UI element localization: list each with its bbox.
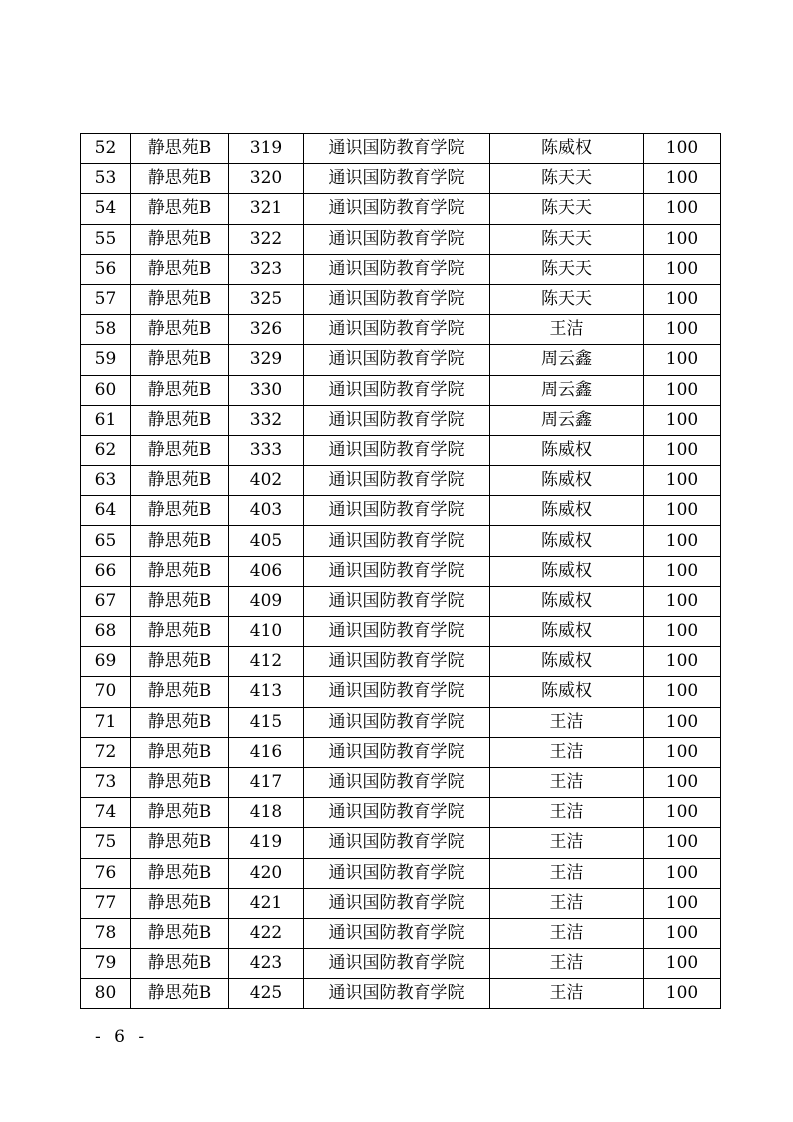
table-row [81, 526, 721, 556]
cell-row-number: 65 [81, 526, 131, 556]
cell-person-in-charge: 陈天天 [490, 164, 644, 194]
cell-person-in-charge: 王洁 [490, 888, 644, 918]
cell-person-in-charge: 王洁 [490, 949, 644, 979]
cell-room-number: 403 [229, 496, 304, 526]
cell-room-number: 330 [229, 375, 304, 405]
cell-room-number: 419 [229, 828, 304, 858]
cell-college: 通识国防教育学院 [304, 858, 490, 888]
table-row [81, 828, 721, 858]
cell-building: 静思苑B [131, 647, 229, 677]
cell-person-in-charge: 陈天天 [490, 194, 644, 224]
cell-row-number: 80 [81, 979, 131, 1009]
cell-person-in-charge: 陈天天 [490, 254, 644, 284]
cell-building: 静思苑B [131, 224, 229, 254]
cell-row-number: 61 [81, 405, 131, 435]
cell-college: 通识国防教育学院 [304, 617, 490, 647]
cell-room-number: 405 [229, 526, 304, 556]
cell-person-in-charge: 王洁 [490, 858, 644, 888]
cell-person-in-charge: 陈威权 [490, 647, 644, 677]
table-row [81, 375, 721, 405]
table-row [81, 556, 721, 586]
cell-person-in-charge: 王洁 [490, 828, 644, 858]
table-row [81, 888, 721, 918]
cell-building: 静思苑B [131, 707, 229, 737]
cell-college: 通识国防教育学院 [304, 284, 490, 314]
cell-person-in-charge: 陈威权 [490, 134, 644, 164]
cell-college: 通识国防教育学院 [304, 194, 490, 224]
cell-score: 100 [644, 224, 721, 254]
cell-score: 100 [644, 315, 721, 345]
cell-building: 静思苑B [131, 405, 229, 435]
cell-person-in-charge: 陈威权 [490, 435, 644, 465]
cell-building: 静思苑B [131, 677, 229, 707]
cell-person-in-charge: 陈威权 [490, 586, 644, 616]
cell-college: 通识国防教育学院 [304, 526, 490, 556]
cell-college: 通识国防教育学院 [304, 586, 490, 616]
table-row [81, 466, 721, 496]
cell-room-number: 420 [229, 858, 304, 888]
cell-room-number: 406 [229, 556, 304, 586]
cell-score: 100 [644, 617, 721, 647]
cell-building: 静思苑B [131, 345, 229, 375]
cell-building: 静思苑B [131, 466, 229, 496]
cell-room-number: 409 [229, 586, 304, 616]
cell-row-number: 55 [81, 224, 131, 254]
cell-row-number: 56 [81, 254, 131, 284]
cell-score: 100 [644, 798, 721, 828]
cell-college: 通识国防教育学院 [304, 345, 490, 375]
cell-college: 通识国防教育学院 [304, 224, 490, 254]
cell-person-in-charge: 陈威权 [490, 677, 644, 707]
cell-room-number: 329 [229, 345, 304, 375]
table-row [81, 194, 721, 224]
cell-person-in-charge: 陈天天 [490, 284, 644, 314]
cell-college: 通识国防教育学院 [304, 767, 490, 797]
cell-row-number: 78 [81, 918, 131, 948]
cell-score: 100 [644, 466, 721, 496]
table-row [81, 284, 721, 314]
cell-room-number: 323 [229, 254, 304, 284]
table-row [81, 254, 721, 284]
cell-score: 100 [644, 375, 721, 405]
cell-building: 静思苑B [131, 134, 229, 164]
cell-college: 通识国防教育学院 [304, 798, 490, 828]
cell-building: 静思苑B [131, 858, 229, 888]
cell-room-number: 413 [229, 677, 304, 707]
cell-score: 100 [644, 677, 721, 707]
cell-score: 100 [644, 949, 721, 979]
cell-person-in-charge: 王洁 [490, 737, 644, 767]
table-row [81, 737, 721, 767]
cell-room-number: 333 [229, 435, 304, 465]
cell-row-number: 59 [81, 345, 131, 375]
cell-building: 静思苑B [131, 315, 229, 345]
cell-person-in-charge: 王洁 [490, 767, 644, 797]
table-row [81, 767, 721, 797]
page-number: - 6 - [95, 1027, 149, 1047]
cell-college: 通识国防教育学院 [304, 254, 490, 284]
cell-score: 100 [644, 164, 721, 194]
cell-building: 静思苑B [131, 617, 229, 647]
cell-person-in-charge: 陈威权 [490, 617, 644, 647]
cell-score: 100 [644, 918, 721, 948]
cell-person-in-charge: 周云鑫 [490, 405, 644, 435]
table-body [81, 134, 721, 1009]
cell-row-number: 73 [81, 767, 131, 797]
cell-room-number: 326 [229, 315, 304, 345]
cell-person-in-charge: 王洁 [490, 979, 644, 1009]
cell-person-in-charge: 王洁 [490, 707, 644, 737]
cell-building: 静思苑B [131, 496, 229, 526]
table-row [81, 435, 721, 465]
cell-building: 静思苑B [131, 798, 229, 828]
cell-row-number: 72 [81, 737, 131, 767]
cell-college: 通识国防教育学院 [304, 405, 490, 435]
cell-building: 静思苑B [131, 828, 229, 858]
cell-person-in-charge: 王洁 [490, 798, 644, 828]
cell-row-number: 54 [81, 194, 131, 224]
cell-row-number: 60 [81, 375, 131, 405]
cell-score: 100 [644, 405, 721, 435]
cell-room-number: 425 [229, 979, 304, 1009]
cell-building: 静思苑B [131, 949, 229, 979]
cell-college: 通识国防教育学院 [304, 647, 490, 677]
cell-room-number: 321 [229, 194, 304, 224]
cell-room-number: 418 [229, 798, 304, 828]
cell-person-in-charge: 陈天天 [490, 224, 644, 254]
cell-row-number: 76 [81, 858, 131, 888]
table-row [81, 979, 721, 1009]
cell-college: 通识国防教育学院 [304, 828, 490, 858]
cell-person-in-charge: 王洁 [490, 315, 644, 345]
cell-score: 100 [644, 647, 721, 677]
cell-room-number: 319 [229, 134, 304, 164]
table-row [81, 918, 721, 948]
table-row [81, 949, 721, 979]
cell-score: 100 [644, 526, 721, 556]
table-row [81, 858, 721, 888]
cell-building: 静思苑B [131, 979, 229, 1009]
cell-building: 静思苑B [131, 375, 229, 405]
cell-college: 通识国防教育学院 [304, 496, 490, 526]
cell-score: 100 [644, 496, 721, 526]
cell-building: 静思苑B [131, 918, 229, 948]
table-row [81, 617, 721, 647]
cell-score: 100 [644, 194, 721, 224]
cell-score: 100 [644, 284, 721, 314]
cell-score: 100 [644, 556, 721, 586]
cell-score: 100 [644, 737, 721, 767]
cell-room-number: 417 [229, 767, 304, 797]
cell-college: 通识国防教育学院 [304, 677, 490, 707]
table-row [81, 315, 721, 345]
cell-building: 静思苑B [131, 586, 229, 616]
cell-college: 通识国防教育学院 [304, 918, 490, 948]
cell-college: 通识国防教育学院 [304, 979, 490, 1009]
table-row [81, 647, 721, 677]
table-row [81, 405, 721, 435]
cell-college: 通识国防教育学院 [304, 134, 490, 164]
cell-row-number: 58 [81, 315, 131, 345]
cell-score: 100 [644, 707, 721, 737]
cell-building: 静思苑B [131, 194, 229, 224]
cell-college: 通识国防教育学院 [304, 466, 490, 496]
cell-building: 静思苑B [131, 254, 229, 284]
cell-row-number: 53 [81, 164, 131, 194]
cell-college: 通识国防教育学院 [304, 888, 490, 918]
cell-college: 通识国防教育学院 [304, 315, 490, 345]
table-row [81, 707, 721, 737]
cell-score: 100 [644, 767, 721, 797]
cell-row-number: 52 [81, 134, 131, 164]
cell-college: 通识国防教育学院 [304, 375, 490, 405]
table-row [81, 164, 721, 194]
cell-score: 100 [644, 979, 721, 1009]
cell-score: 100 [644, 134, 721, 164]
cell-row-number: 67 [81, 586, 131, 616]
table-row [81, 224, 721, 254]
cell-college: 通识国防教育学院 [304, 707, 490, 737]
cell-score: 100 [644, 858, 721, 888]
cell-building: 静思苑B [131, 767, 229, 797]
cell-room-number: 412 [229, 647, 304, 677]
cell-row-number: 69 [81, 647, 131, 677]
cell-room-number: 416 [229, 737, 304, 767]
cell-row-number: 62 [81, 435, 131, 465]
cell-room-number: 320 [229, 164, 304, 194]
cell-room-number: 322 [229, 224, 304, 254]
cell-room-number: 423 [229, 949, 304, 979]
cell-room-number: 325 [229, 284, 304, 314]
cell-building: 静思苑B [131, 888, 229, 918]
cell-row-number: 66 [81, 556, 131, 586]
cell-person-in-charge: 王洁 [490, 918, 644, 948]
cell-row-number: 64 [81, 496, 131, 526]
cell-row-number: 71 [81, 707, 131, 737]
cell-room-number: 402 [229, 466, 304, 496]
cell-row-number: 70 [81, 677, 131, 707]
dormitory-inspection-table [80, 133, 721, 1009]
cell-room-number: 422 [229, 918, 304, 948]
cell-score: 100 [644, 828, 721, 858]
cell-row-number: 57 [81, 284, 131, 314]
cell-building: 静思苑B [131, 435, 229, 465]
table-row [81, 345, 721, 375]
cell-building: 静思苑B [131, 526, 229, 556]
cell-college: 通识国防教育学院 [304, 164, 490, 194]
cell-score: 100 [644, 586, 721, 616]
cell-room-number: 410 [229, 617, 304, 647]
cell-person-in-charge: 周云鑫 [490, 345, 644, 375]
cell-score: 100 [644, 888, 721, 918]
table-row [81, 677, 721, 707]
cell-building: 静思苑B [131, 164, 229, 194]
cell-row-number: 77 [81, 888, 131, 918]
table-row [81, 798, 721, 828]
cell-college: 通识国防教育学院 [304, 556, 490, 586]
cell-person-in-charge: 陈威权 [490, 526, 644, 556]
table-row [81, 586, 721, 616]
cell-row-number: 68 [81, 617, 131, 647]
cell-row-number: 75 [81, 828, 131, 858]
cell-college: 通识国防教育学院 [304, 949, 490, 979]
cell-row-number: 79 [81, 949, 131, 979]
cell-room-number: 421 [229, 888, 304, 918]
cell-person-in-charge: 周云鑫 [490, 375, 644, 405]
cell-building: 静思苑B [131, 556, 229, 586]
cell-score: 100 [644, 435, 721, 465]
cell-room-number: 332 [229, 405, 304, 435]
cell-row-number: 63 [81, 466, 131, 496]
cell-person-in-charge: 陈威权 [490, 556, 644, 586]
cell-person-in-charge: 陈威权 [490, 466, 644, 496]
cell-college: 通识国防教育学院 [304, 737, 490, 767]
cell-score: 100 [644, 254, 721, 284]
cell-college: 通识国防教育学院 [304, 435, 490, 465]
cell-room-number: 415 [229, 707, 304, 737]
table-row [81, 134, 721, 164]
cell-row-number: 74 [81, 798, 131, 828]
table-row [81, 496, 721, 526]
cell-person-in-charge: 陈威权 [490, 496, 644, 526]
cell-building: 静思苑B [131, 284, 229, 314]
cell-score: 100 [644, 345, 721, 375]
cell-building: 静思苑B [131, 737, 229, 767]
